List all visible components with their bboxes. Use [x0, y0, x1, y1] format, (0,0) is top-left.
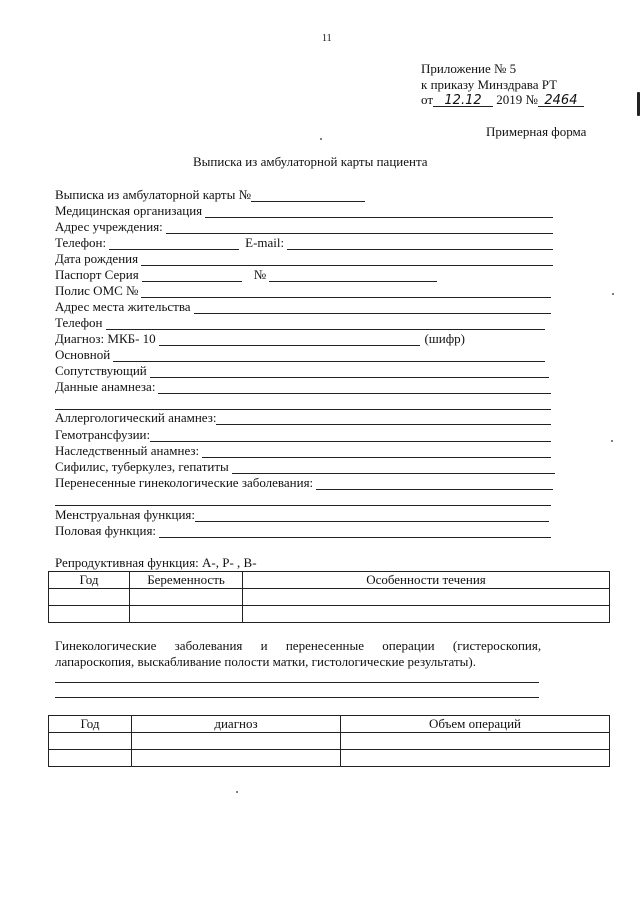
scan-speck — [236, 791, 238, 793]
field-label: (шифр) — [424, 331, 465, 346]
table-cell — [132, 733, 341, 750]
field-label: Наследственный анамнез: — [55, 443, 200, 458]
field-menstrual — [55, 507, 549, 522]
field-label: Телефон — [55, 315, 103, 330]
field-label: Менструальная функция: — [55, 507, 196, 522]
pregnancy-table — [48, 571, 610, 623]
field-label: Паспорт Серия — [55, 267, 139, 282]
table-cell — [49, 750, 132, 767]
field-reproductive — [55, 555, 257, 570]
appendix-from: от — [421, 92, 434, 107]
field-institution-address — [55, 219, 553, 234]
field-label: Полис ОМС № — [55, 283, 139, 298]
field-label: Телефон: — [55, 235, 107, 250]
appendix-number-handwritten: 2464 — [538, 94, 584, 107]
table-header-row — [49, 716, 610, 733]
field-concomitant — [55, 363, 549, 378]
field-card-number — [55, 187, 365, 202]
appendix-line-3 — [421, 93, 584, 107]
field-hereditary — [55, 443, 551, 458]
field-label: Адрес учреждения: — [55, 219, 163, 234]
field-main-diagnosis — [55, 347, 545, 362]
table-cell — [49, 606, 130, 623]
field-label: Выписка из амбулаторной карты № — [55, 187, 251, 202]
field-med-org — [55, 203, 553, 218]
appendix-line-1: Приложение № 5 — [421, 61, 517, 76]
table-header-cell: Беременность — [130, 572, 243, 589]
field-label: Адрес места жительства — [55, 299, 191, 314]
field-allergy — [55, 410, 551, 425]
field-label: Диагноз: МКБ- 10 — [55, 331, 156, 346]
table-cell — [130, 606, 243, 623]
table-header-cell: Объем операций — [341, 716, 610, 733]
field-infections — [55, 459, 555, 474]
field-label: Медицинская организация — [55, 203, 203, 218]
table-header-cell: Особенности течения — [243, 572, 610, 589]
operations-table — [48, 715, 610, 767]
field-transfusion — [55, 427, 551, 442]
table-header-cell: Год — [49, 716, 132, 733]
field-label: Гемотрансфузии: — [55, 427, 151, 442]
field-sexual — [55, 523, 551, 538]
field-passport — [55, 267, 437, 282]
table-cell — [49, 589, 130, 606]
sample-form-label: Примерная форма — [486, 124, 587, 139]
blank-line — [55, 697, 539, 698]
field-phone-email — [55, 235, 553, 250]
appendix-line-2: к приказу Минздрава РТ — [421, 77, 558, 92]
table-row — [49, 589, 610, 606]
table-row — [49, 750, 610, 767]
field-label: Дата рождения — [55, 251, 139, 266]
field-policy — [55, 283, 551, 298]
field-label: Данные анамнеза: — [55, 379, 156, 394]
field-anamnesis — [55, 379, 551, 394]
table-cell — [341, 750, 610, 767]
table-cell — [341, 733, 610, 750]
blank-line — [55, 505, 551, 506]
gyn-paragraph-line-1 — [55, 637, 605, 654]
field-label: Основной — [55, 347, 111, 362]
field-label: № — [253, 267, 267, 282]
field-birth-date — [55, 251, 553, 266]
field-phone-2 — [55, 315, 545, 330]
field-label: Половая функция: — [55, 523, 157, 538]
field-label: Перенесенные гинекологические заболевания: — [55, 475, 314, 490]
field-diagnosis — [55, 331, 465, 346]
field-label: Сифилис, туберкулез, гепатиты — [55, 459, 229, 474]
field-label: Аллергологический анамнез: — [55, 410, 217, 425]
appendix-date-handwritten: 12.12 — [433, 94, 493, 107]
field-residence — [55, 299, 551, 314]
blank-line — [55, 682, 539, 683]
gyn-paragraph-line-2: лапароскопия, выскабливание полости матки, гистологические результаты). — [55, 654, 476, 669]
table-cell — [243, 589, 610, 606]
page-number: 11 — [322, 33, 332, 44]
table-row — [49, 733, 610, 750]
gyn-paragraph-line-1-text: Гинекологические заболевания и перенесенные операции (гистероскопия, — [55, 638, 542, 653]
table-header-cell: диагноз — [132, 716, 341, 733]
field-label: E-mail: — [245, 235, 285, 250]
field-label: Сопутствующий — [55, 363, 147, 378]
scan-speck — [612, 293, 614, 295]
table-row — [49, 606, 610, 623]
document-title: Выписка из амбулаторной карты пациента — [193, 154, 428, 169]
field-label: Репродуктивная функция: А-, Р- , В- — [55, 555, 257, 570]
table-cell — [49, 733, 132, 750]
appendix-year: 2019 № — [496, 92, 538, 107]
table-header-row — [49, 572, 610, 589]
gyn-paragraph — [55, 637, 605, 654]
table-cell — [132, 750, 341, 767]
table-cell — [243, 606, 610, 623]
table-header-cell: Год — [49, 572, 130, 589]
table-cell — [130, 589, 243, 606]
field-gyn-diseases — [55, 475, 553, 490]
scan-speck — [611, 440, 613, 442]
scan-speck — [320, 138, 322, 140]
